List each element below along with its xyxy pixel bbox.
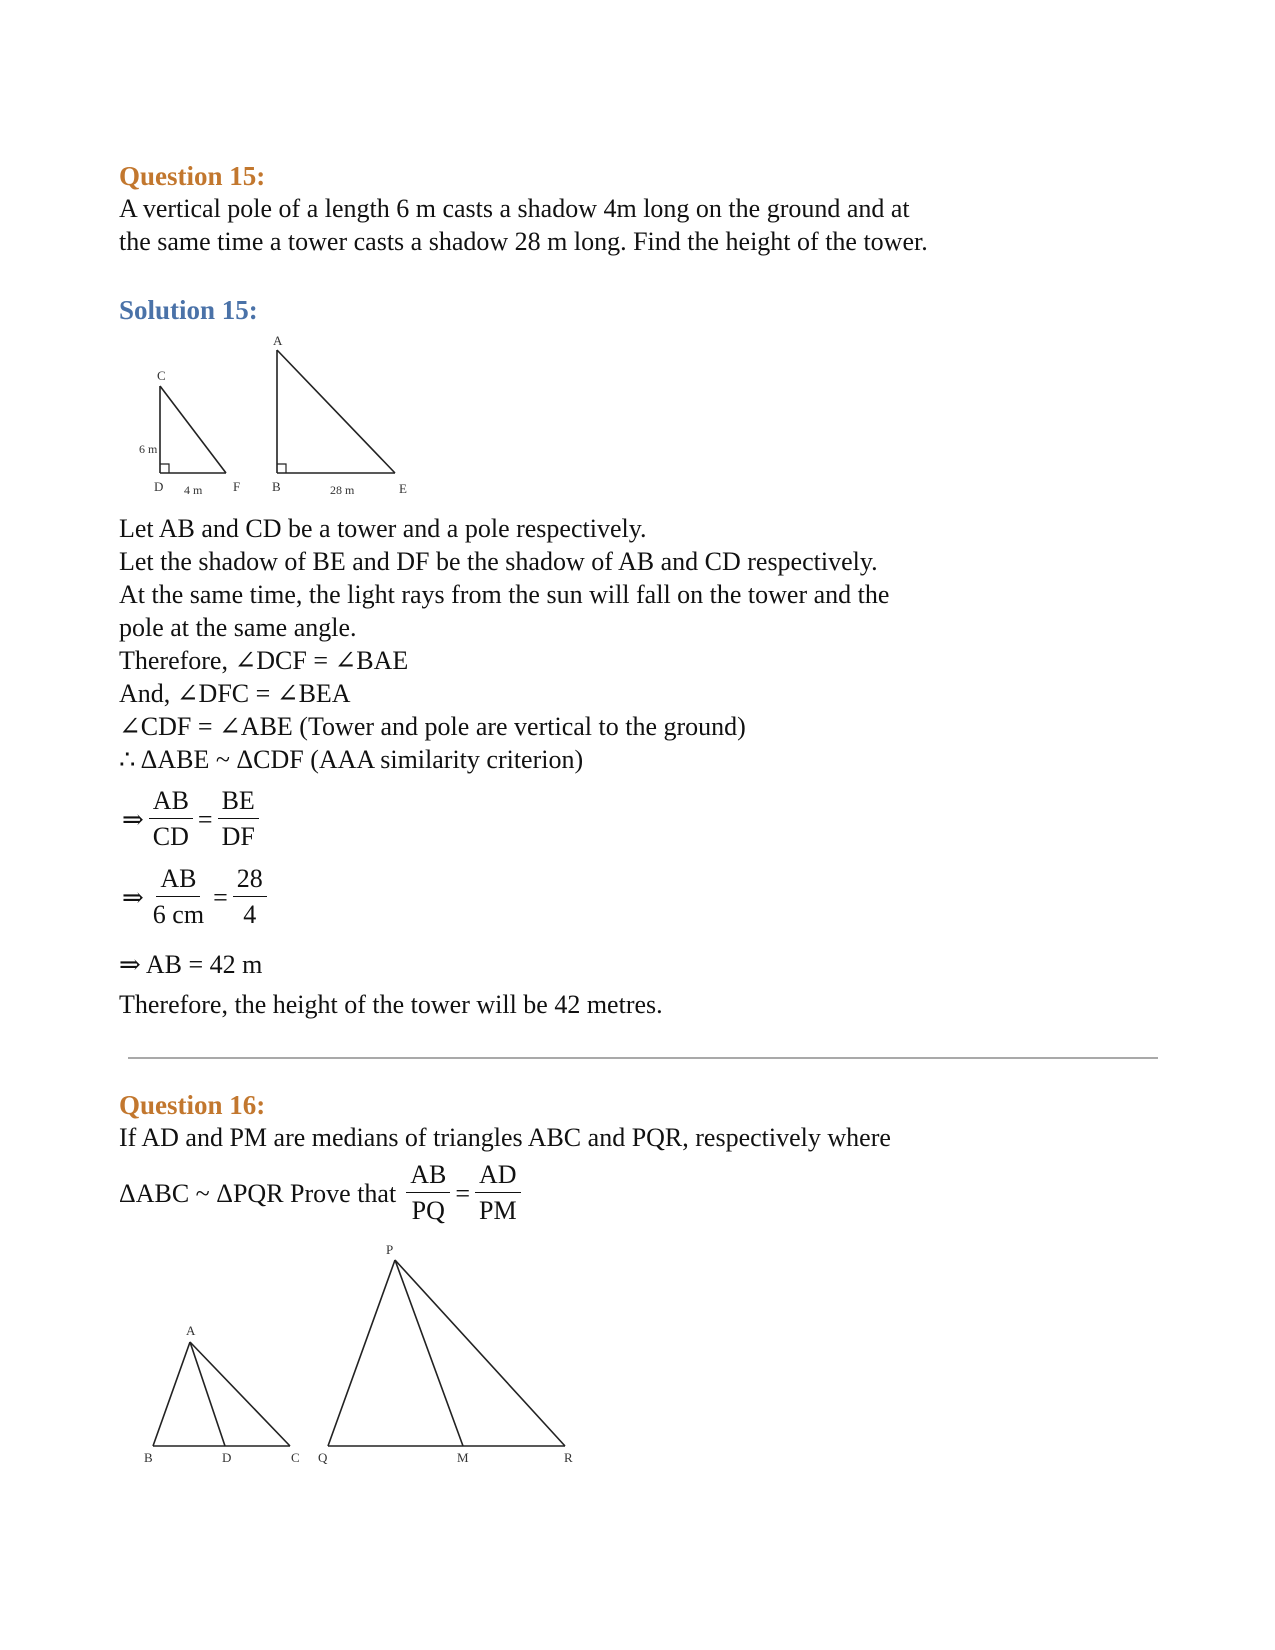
denominator: 4	[243, 900, 257, 929]
solution-line: pole at the same angle.	[119, 613, 357, 642]
solution-15-text	[119, 512, 889, 776]
label-p: P	[386, 1242, 394, 1257]
denominator: PM	[479, 1196, 517, 1225]
label-c: C	[157, 368, 166, 383]
tower-triangle	[277, 350, 395, 473]
label-c: C	[291, 1450, 300, 1465]
solution-15-conclusion: Therefore, the height of the tower will be 42 metres.	[119, 990, 663, 1019]
question-15	[119, 160, 928, 258]
numerator: AB	[406, 1158, 450, 1193]
solution-line: ∠CDF = ∠ABE (Tower and pole are vertical to the ground)	[119, 712, 746, 741]
denominator: 6 cm	[152, 900, 205, 929]
question-16-text-line-1: If AD and PM are medians of triangles ABC and PQR, respectively where	[119, 1123, 891, 1152]
question-16-heading: Question 16:	[119, 1090, 266, 1120]
solution-line: Let AB and CD be a tower and a pole respectively.	[119, 514, 647, 543]
denominator: DF	[221, 822, 255, 851]
fraction-ab-cd	[149, 784, 193, 855]
pole-tower-diagram	[125, 328, 425, 508]
question-16-statement	[119, 1158, 523, 1229]
label-f: F	[233, 479, 241, 494]
numerator: AD	[475, 1158, 521, 1193]
label-d: D	[222, 1450, 232, 1465]
solution-line: And, ∠DFC = ∠BEA	[119, 679, 351, 708]
solution-15-block	[119, 294, 258, 326]
tower-shadow-label: 28 m	[330, 483, 355, 497]
question-16	[119, 1089, 891, 1154]
fraction-ab-pq	[406, 1158, 450, 1229]
triangle-pqr	[328, 1260, 565, 1446]
label-a: A	[273, 333, 283, 348]
denominator: PQ	[411, 1196, 445, 1225]
implies-symbol: ⇒	[122, 882, 144, 912]
solution-15-heading: Solution 15:	[119, 295, 258, 325]
fraction-be-df	[218, 784, 259, 855]
solution-line: Therefore, ∠DCF = ∠BAE	[119, 646, 409, 675]
label-b: B	[144, 1450, 153, 1465]
solution-line: Let the shadow of BE and DF be the shadow of AB and CD respectively.	[119, 547, 878, 576]
implies-symbol: ⇒	[122, 804, 144, 834]
numerator: BE	[218, 784, 259, 819]
equals-sign: =	[197, 804, 213, 834]
solution-line: ∴ ΔABE ~ ΔCDF (AAA similarity criterion)	[119, 745, 584, 774]
equals-sign: =	[455, 1178, 470, 1208]
fraction-ab-6cm	[149, 862, 208, 933]
medians-diagram	[130, 1236, 590, 1466]
pole-triangle	[160, 386, 226, 473]
numerator: AB	[149, 784, 193, 819]
question-15-heading: Question 15:	[119, 161, 266, 191]
numerator: AB	[156, 862, 200, 897]
label-e: E	[399, 481, 407, 496]
equation-2	[119, 862, 269, 933]
question-15-text-line-2: the same time a tower casts a shadow 28 m long. Find the height of the tower.	[119, 227, 928, 256]
triangle-abc	[153, 1342, 290, 1446]
similarity-statement: ΔABC ~ ΔPQR Prove that	[119, 1178, 397, 1208]
label-a: A	[186, 1323, 196, 1338]
question-15-text-line-1: A vertical pole of a length 6 m casts a shadow 4m long on the ground and at	[119, 194, 910, 223]
pole-height-label: 6 m	[139, 442, 158, 456]
equation-3: ⇒ AB = 42 m	[119, 950, 263, 979]
solution-line: At the same time, the light rays from the sun will fall on the tower and the	[119, 580, 890, 609]
denominator: CD	[152, 822, 189, 851]
label-q: Q	[318, 1450, 328, 1465]
pole-shadow-label: 4 m	[184, 483, 203, 497]
label-r: R	[564, 1450, 573, 1465]
numerator: 28	[233, 862, 267, 897]
equals-sign: =	[213, 882, 228, 912]
fraction-28-4	[233, 862, 267, 933]
section-divider	[128, 1057, 1158, 1059]
equation-1	[119, 784, 261, 855]
fraction-ad-pm	[475, 1158, 521, 1229]
label-m: M	[457, 1450, 469, 1465]
label-b: B	[272, 479, 281, 494]
label-d: D	[154, 479, 164, 494]
